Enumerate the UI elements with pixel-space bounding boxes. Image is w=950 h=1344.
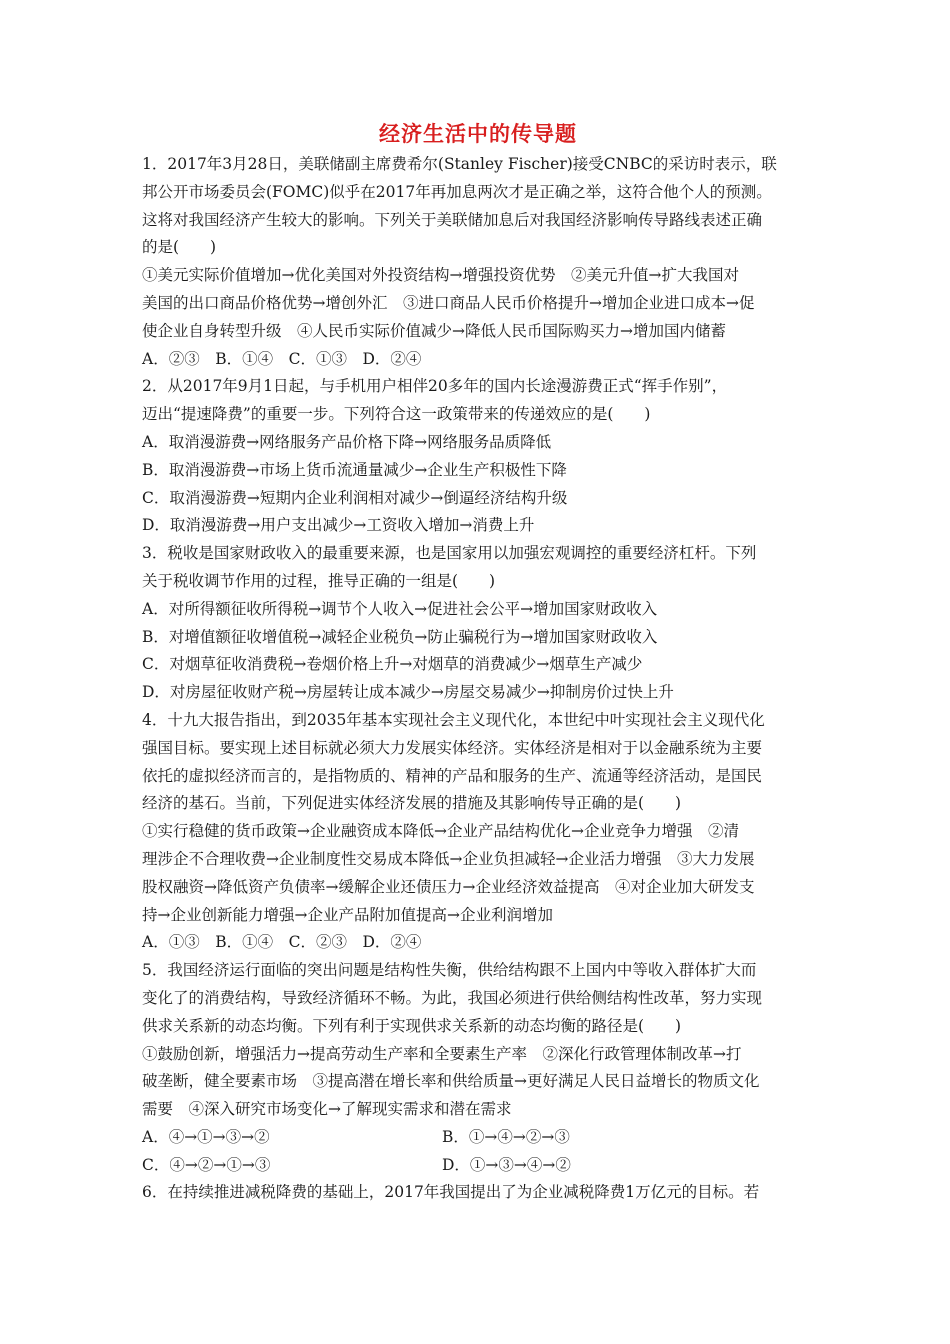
document-page — [142, 118, 814, 1207]
q2-option-c: C．取消漫游费→短期内企业利润相对减少→倒逼经济结构升级 — [142, 488, 568, 507]
question-2 — [142, 373, 814, 540]
q3-option-a: A．对所得额征收所得税→调节个人收入→促进社会公平→增加国家财政收入 — [142, 599, 658, 618]
q3-option-d: D．对房屋征收财产税→房屋转让成本减少→房屋交易减少→抑制房价过快上升 — [142, 683, 674, 702]
q5-option-b: B．①→④→②→③ — [442, 1127, 570, 1146]
q1-line-5: ①美元实际价值增加→优化美国对外投资结构→增强投资优势 ②美元升值→扩大我国对 — [142, 266, 739, 285]
q5-option-a: A．④→①→③→② — [142, 1127, 270, 1146]
q4-line-8: 持→企业创新能力增强→企业产品附加值提高→企业利润增加 — [142, 905, 553, 924]
q1-answer-options: A．②③ B．①④ C．①③ D．②④ — [142, 349, 422, 368]
q6-line-1: 6．在持续推进减税降费的基础上，2017年我国提出了为企业减税降费1万亿元的目标。若 — [142, 1183, 760, 1202]
q3-line-2: 关于税收调节作用的过程，推导正确的一组是( ) — [142, 571, 496, 590]
q3-option-c: C．对烟草征收消费税→卷烟价格上升→对烟草的消费减少→烟草生产减少 — [142, 655, 643, 674]
q4-answer-options: A．①③ B．①④ C．②③ D．②④ — [142, 933, 422, 952]
q5-line-5: 破垄断，健全要素市场 ③提高潜在增长率和供给质量→更好满足人民日益增长的物质文化 — [142, 1072, 760, 1091]
q3-option-b: B．对增值额征收增值税→减轻企业税负→防止骗税行为→增加国家财政收入 — [142, 627, 658, 646]
q5-line-1: 5．我国经济运行面临的突出问题是结构性失衡，供给结构跟不上国内中等收入群体扩大而 — [142, 961, 757, 980]
question-3 — [142, 540, 814, 707]
q5-option-c: C．④→②→①→③ — [142, 1155, 271, 1174]
q4-line-1: 4．十九大报告指出，到2035年基本实现社会主义现代化，本世纪中叶实现社会主义现代化 — [142, 710, 765, 729]
q1-line-4: 的是( ) — [142, 238, 217, 257]
q5-option-d: D．①→③→④→② — [442, 1155, 571, 1174]
q4-line-3: 依托的虚拟经济而言的，是指物质的、精神的产品和服务的生产、流通等经济活动，是国民 — [142, 766, 763, 785]
q1-line-6: 美国的出口商品价格优势→增创外汇 ③进口商品人民币价格提升→增加企业进口成本→促 — [142, 293, 755, 312]
q2-option-d: D．取消漫游费→用户支出减少→工资收入增加→消费上升 — [142, 516, 535, 535]
q2-option-a: A．取消漫游费→网络服务产品价格下降→网络服务品质降低 — [142, 432, 552, 451]
q5-options-row-2 — [142, 1152, 814, 1180]
q4-line-2: 强国目标。要实现上述目标就必须大力发展实体经济。实体经济是相对于以金融系统为主要 — [142, 738, 763, 757]
q2-line-1: 2．从2017年9月1日起，与手机用户相伴20多年的国内长途漫游费正式“挥手作别”， — [142, 377, 728, 396]
q2-option-b: B．取消漫游费→市场上货币流通量减少→企业生产积极性下降 — [142, 460, 567, 479]
page-title: 经济生活中的传导题 — [379, 121, 577, 146]
q4-line-6: 理涉企不合理收费→企业制度性交易成本降低→企业负担减轻→企业活力增强 ③大力发展 — [142, 849, 755, 868]
q1-line-7: 使企业自身转型升级 ④人民币实际价值减少→降低人民币国际购买力→增加国内储蓄 — [142, 321, 726, 340]
q5-line-4: ①鼓励创新，增强活力→提高劳动生产率和全要素生产率 ②深化行政管理体制改革→打 — [142, 1044, 742, 1063]
q4-line-4: 经济的基石。当前，下列促进实体经济发展的措施及其影响传导正确的是( ) — [142, 794, 682, 813]
q5-line-6: 需要 ④深入研究市场变化→了解现实需求和潜在需求 — [142, 1100, 512, 1119]
q4-line-5: ①实行稳健的货币政策→企业融资成本降低→企业产品结构优化→企业竞争力增强 ②清 — [142, 822, 739, 841]
question-1 — [142, 151, 814, 373]
q5-line-3: 供求关系新的动态均衡。下列有利于实现供求关系新的动态均衡的路径是( ) — [142, 1016, 682, 1035]
q3-line-1: 3．税收是国家财政收入的最重要来源，也是国家用以加强宏观调控的重要经济杠杆。下列 — [142, 544, 757, 563]
question-5 — [142, 957, 814, 1179]
q5-options-row-1 — [142, 1124, 814, 1152]
q1-line-1: 1．2017年3月28日，美联储副主席费希尔(Stanley Fischer)接受CNBC的采访时表示，联 — [142, 155, 777, 173]
q1-line-2: 邦公开市场委员会(FOMC)似乎在2017年再加息两次才是正确之举，这符合他个人的预测。 — [142, 182, 772, 201]
q2-line-2: 迈出“提速降费”的重要一步。下列符合这一政策带来的传递效应的是( ) — [142, 405, 651, 424]
q4-line-7: 股权融资→降低资产负债率→缓解企业还债压力→企业经济效益提高 ④对企业加大研发支 — [142, 877, 755, 896]
question-4 — [142, 707, 814, 957]
q1-line-3: 这将对我国经济产生较大的影响。下列关于美联储加息后对我国经济影响传导路线表述正确 — [142, 210, 763, 229]
question-6 — [142, 1179, 814, 1207]
q5-line-2: 变化了的消费结构，导致经济循环不畅。为此，我国必须进行供给侧结构性改革，努力实现 — [142, 988, 763, 1007]
